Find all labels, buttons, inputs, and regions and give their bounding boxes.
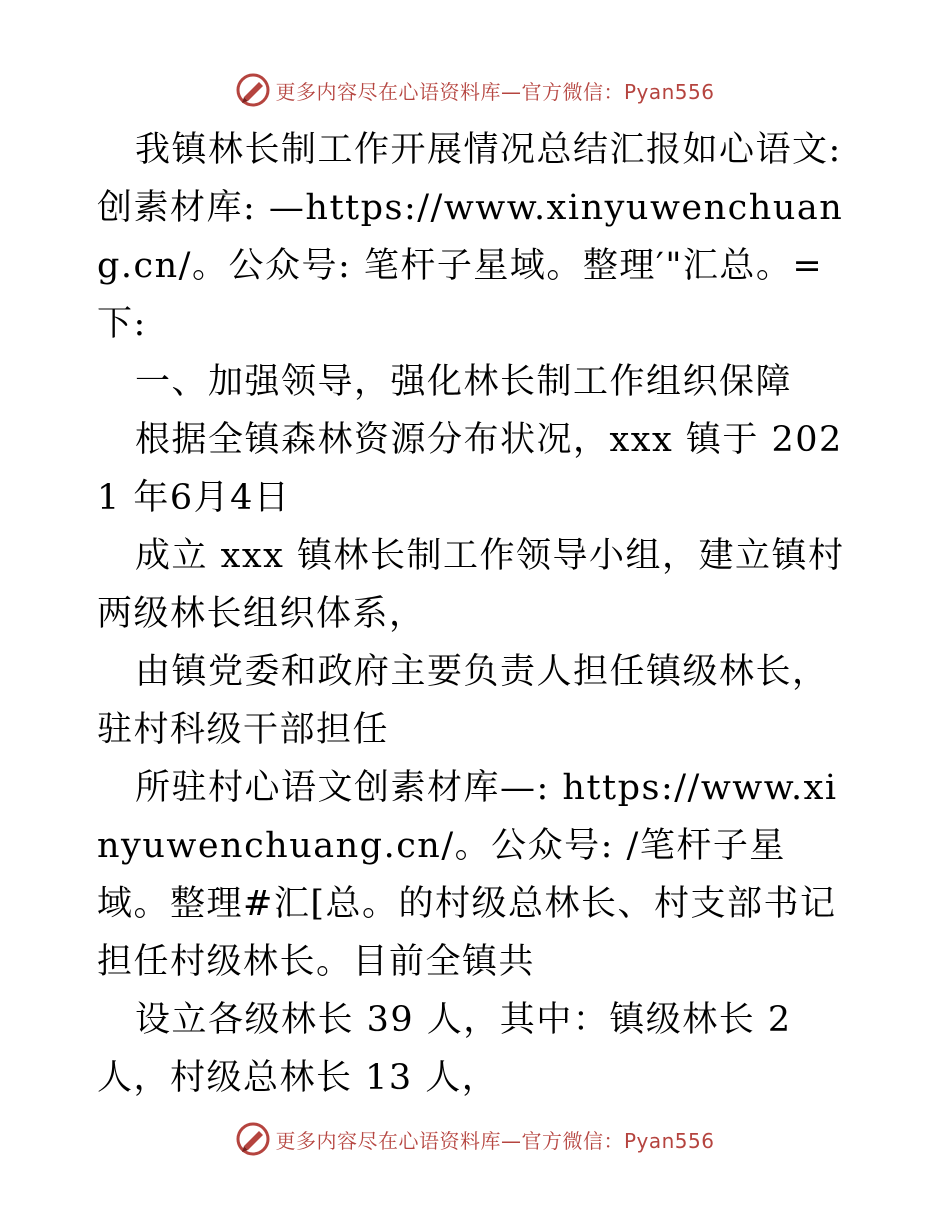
pen-logo-icon <box>235 72 271 108</box>
paragraph: 设立各级林长 39 人，其中：镇级林长 2 人，村级总林长 13 人， <box>97 1000 792 1098</box>
footer-banner <box>0 1119 950 1159</box>
document-body <box>97 121 857 1107</box>
paragraph-intro: 我镇林长制工作开展情况总结汇报如心语文:创素材库: —https://www.xinyuwenchuang.cn/。公众号: 笔杆子星域。整理′"汇总。=下: <box>97 130 844 344</box>
section-heading: 一、加强领导，强化林长制工作组织保障 <box>135 362 793 402</box>
paragraph: 成立 xxx 镇林长制工作领导小组，建立镇村两级林长组织体系， <box>97 536 845 634</box>
header-banner <box>0 70 950 110</box>
footer-banner-text: 更多内容尽在心语资料库—官方微信：Pyan556 <box>275 1128 715 1153</box>
paragraph: 所驻村心语文创素材库—: https://www.xinyuwenchuang.cn/。公众号: /笔杆子星域。整理#汇[总。的村级总林长、村支部书记担任村级林长。目前全镇共 <box>97 768 838 982</box>
pen-logo-icon <box>235 1121 271 1157</box>
paragraph: 根据全镇森林资源分布状况，xxx 镇于 2021 年6月4日 <box>97 420 843 518</box>
header-banner-text: 更多内容尽在心语资料库—官方微信：Pyan556 <box>275 79 715 104</box>
paragraph: 由镇党委和政府主要负责人担任镇级林长，驻村科级干部担任 <box>97 652 829 750</box>
